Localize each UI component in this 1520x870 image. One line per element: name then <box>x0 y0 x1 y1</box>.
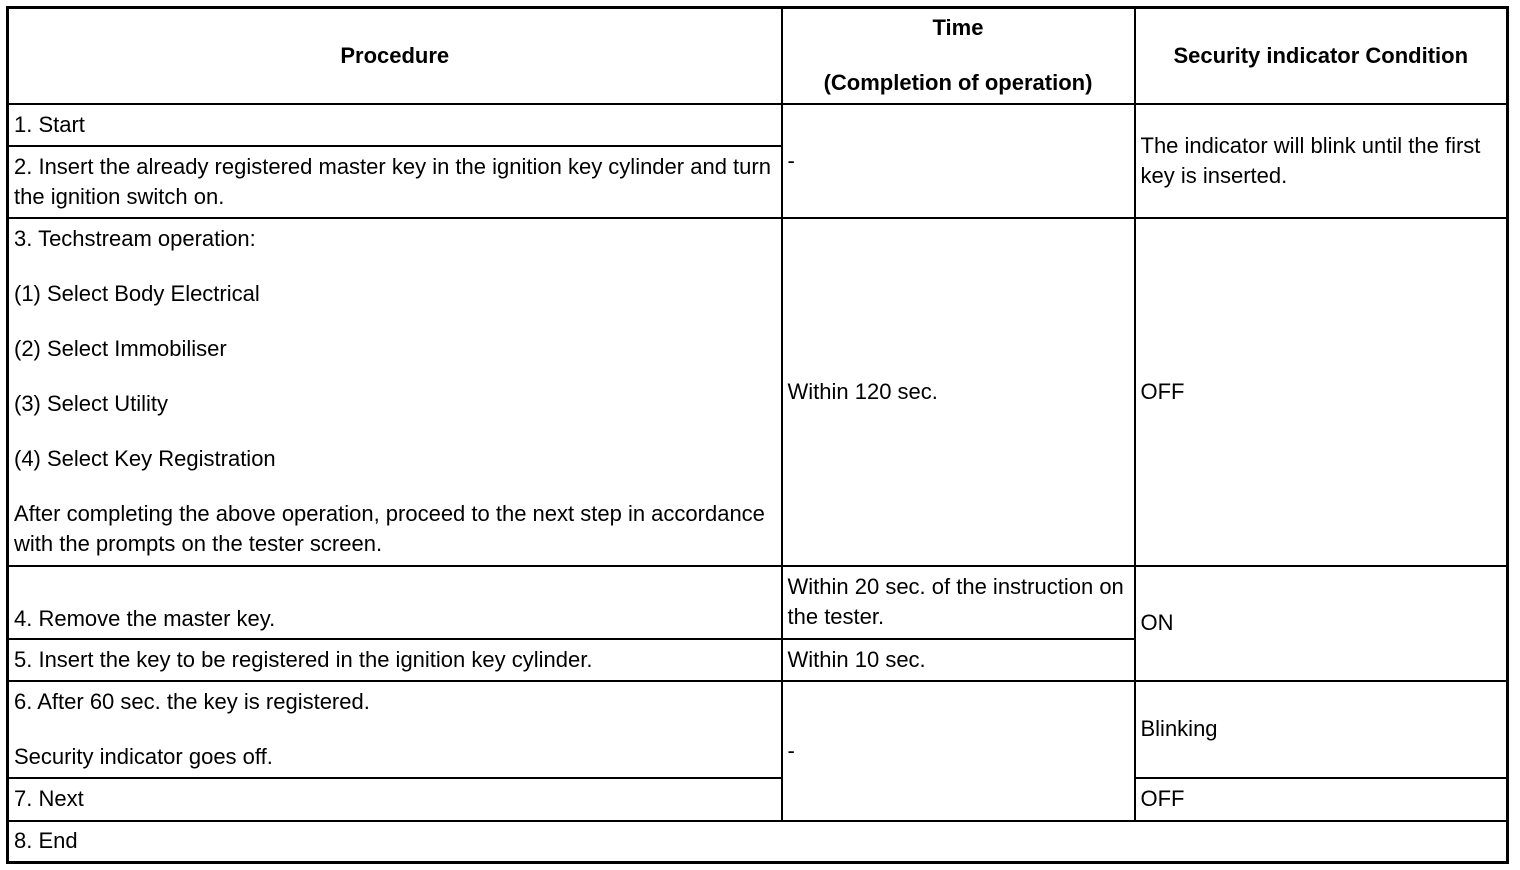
procedure-cell: 8. End <box>8 821 1508 863</box>
header-time-line1: Time <box>932 15 984 41</box>
procedure-cell: 5. Insert the key to be registered in the ignition key cylinder. <box>8 639 782 681</box>
condition-cell: The indicator will blink until the first key is inserted. <box>1135 104 1508 218</box>
procedure-cell <box>8 218 782 566</box>
procedure-step: (3) Select Utility <box>14 391 169 416</box>
procedure-line: 6. After 60 sec. the key is registered. <box>14 688 370 714</box>
time-cell: - <box>782 104 1135 218</box>
procedure-cell: 2. Insert the already registered master key in the ignition key cylinder and turn the ignition switch on. <box>8 146 782 218</box>
procedure-title: 3. Techstream operation: <box>14 226 256 251</box>
header-procedure: Procedure <box>8 8 782 104</box>
header-time-line2: (Completion of operation) <box>823 70 1093 96</box>
condition-cell: ON <box>1135 566 1508 681</box>
time-cell: - <box>782 681 1135 821</box>
time-cell: Within 10 sec. <box>782 639 1135 681</box>
procedure-cell: 1. Start <box>8 104 782 146</box>
procedure-line: Security indicator goes off. <box>14 743 273 769</box>
procedure-cell: 4. Remove the master key. <box>8 566 782 639</box>
table-row <box>8 104 1508 146</box>
header-condition: Security indicator Condition <box>1135 8 1508 104</box>
condition-cell: OFF <box>1135 218 1508 566</box>
condition-cell: Blinking <box>1135 681 1508 778</box>
procedure-table <box>6 6 1509 864</box>
header-row <box>8 8 1508 104</box>
header-time <box>782 8 1135 104</box>
procedure-step: (1) Select Body Electrical <box>14 281 260 306</box>
procedure-cell: 7. Next <box>8 778 782 821</box>
procedure-note: After completing the above operation, proceed to the next step in accordance with the prompts on the tester screen. <box>14 501 765 556</box>
time-cell: Within 20 sec. of the instruction on the tester. <box>782 566 1135 639</box>
table-row <box>8 821 1508 863</box>
condition-cell: OFF <box>1135 778 1508 821</box>
procedure-cell <box>8 681 782 778</box>
time-cell: Within 120 sec. <box>782 218 1135 566</box>
table-row <box>8 566 1508 639</box>
table-row <box>8 218 1508 566</box>
table-row <box>8 681 1508 778</box>
table-row <box>8 778 1508 821</box>
procedure-step: (4) Select Key Registration <box>14 446 276 471</box>
procedure-step: (2) Select Immobiliser <box>14 336 227 361</box>
